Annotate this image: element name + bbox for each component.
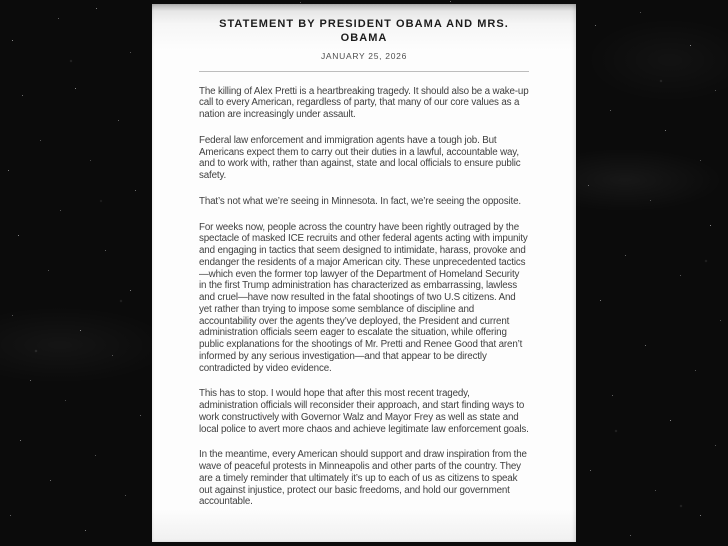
statement-document <box>152 4 576 542</box>
header-divider <box>199 71 529 72</box>
background-texture <box>0 0 2 2</box>
statement-date: JANUARY 25, 2026 <box>320 50 407 61</box>
statement-paragraph: In the meantime, every American should support and draw inspiration from the wave of peaceful protests in Minneapolis and other parts of the country. They are a timely reminder that ultimately it’s up to each of us as citizens to speak out against injustice, protect our basic freedoms, and hold our government accountable. <box>199 449 527 508</box>
statement-paragraph: That’s not what we’re seeing in Minnesota. In fact, we’re seeing the opposite. <box>199 195 521 207</box>
statement-paragraph: This has to stop. I would hope that after this most recent tragedy, administration officials will reconsider their approach, and start finding ways to work constructively with Governor Walz and Mayor Frey as well as state and local police to avert more chaos and achieve legitimate law enforcement goals. <box>199 388 529 435</box>
statement-title: STATEMENT BY PRESIDENT OBAMA AND MRS. OBAMA <box>219 18 509 44</box>
statement-paragraph: For weeks now, people across the country have been rightly outraged by the spectacle of masked ICE recruits and other federal agents acting with impunity and engaging in tactics that seem designed to intimidate, harass, provoke and endanger the residents of a major American city. These unprecedented tactics—which even the former top lawyer of the Department of Homeland Security in the first Trump administration has characterized as embarrassing, lawless and cruel—have now resulted in the fatal shootings of two U.S citizens. And yet rather than trying to impose some semblance of discipline and accountability over the agents they’ve deployed, the President and current administration officials seem eager to escalate the situation, while offering public explanations for the shootings of Mr. Pretti and Renee Good that aren’t informed by any serious investigation—and that appear to be directly contradicted by video evidence. <box>199 221 528 374</box>
statement-paragraph: The killing of Alex Pretti is a heartbreaking tragedy. It should also be a wake-up call to every American, regardless of party, that many of our core values as a nation are increasingly under assault. <box>199 85 529 120</box>
statement-body <box>199 86 529 509</box>
statement-paragraph: Federal law enforcement and immigration agents have a tough job. But Americans expect them to carry out their duties in a lawful, accountable way, and to work with, rather than against, state and local officials to ensure public safety. <box>199 134 521 181</box>
